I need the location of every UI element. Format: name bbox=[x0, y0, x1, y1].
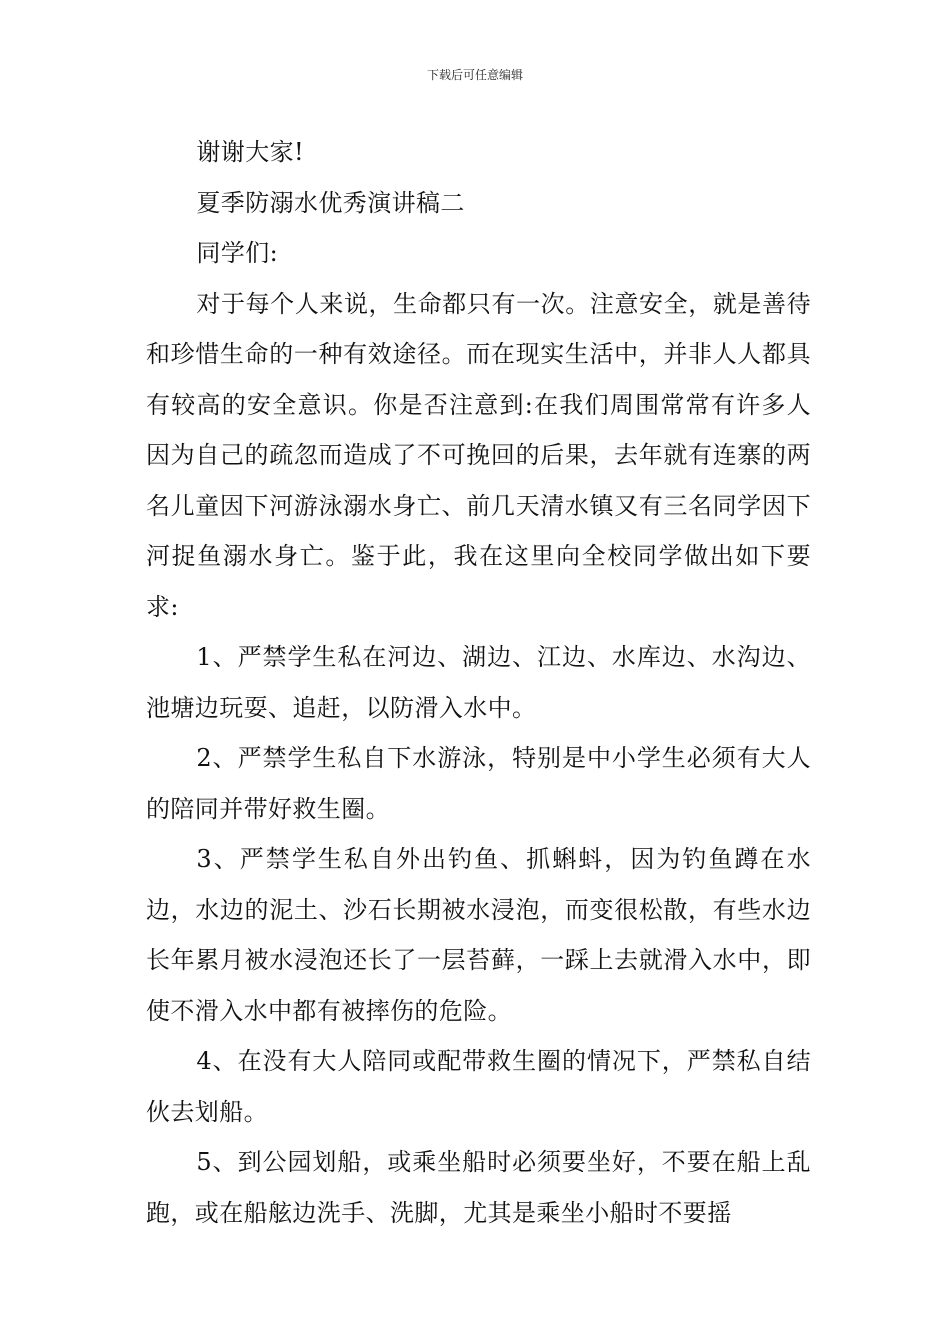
rule-5-paragraph: 5、到公园划船，或乘坐船时必须要坐好，不要在船上乱跑，或在船舷边洗手、洗脚，尤其是乘坐小船时不要摇 bbox=[146, 1148, 811, 1227]
intro-paragraph: 对于每个人来说，生命都只有一次。注意安全，就是善待和珍惜生命的一种有效途径。而在现实生活中，并非人人都具有较高的安全意识。你是否注意到:在我们周围常常有许多人因为自己的疏忽而造成了不可挽回的后果，去年就有连寨的两名儿童因下河游泳溺水身亡、前几天清水镇又有三名同学因下河捉鱼溺水身亡。鉴于此，我在这里向全校同学做出如下要求: bbox=[146, 289, 811, 621]
salutation: 同学们: bbox=[196, 239, 279, 267]
closing-thanks: 谢谢大家! bbox=[196, 138, 305, 166]
rule-1-paragraph: 1、严禁学生私在河边、湖边、江边、水库边、水沟边、池塘边玩耍、追赶，以防滑入水中。 bbox=[146, 643, 811, 722]
rule-4-paragraph: 4、在没有大人陪同或配带救生圈的情况下，严禁私自结伙去划船。 bbox=[146, 1047, 811, 1126]
speech-title: 夏季防溺水优秀演讲稿二 bbox=[196, 188, 465, 217]
rule-2-paragraph: 2、严禁学生私自下水游泳，特别是中小学生必须有大人的陪同并带好救生圈。 bbox=[146, 744, 811, 823]
page-header-note: 下载后可任意编辑 bbox=[426, 68, 523, 82]
document-body bbox=[146, 127, 811, 1238]
rule-3-paragraph: 3、严禁学生私自外出钓鱼、抓蝌蚪，因为钓鱼蹲在水边，水边的泥土、沙石长期被水浸泡，而变很松散，有些水边长年累月被水浸泡还长了一层苔藓，一踩上去就滑入水中，即使不滑入水中都有被摔伤的危险。 bbox=[146, 845, 811, 1025]
